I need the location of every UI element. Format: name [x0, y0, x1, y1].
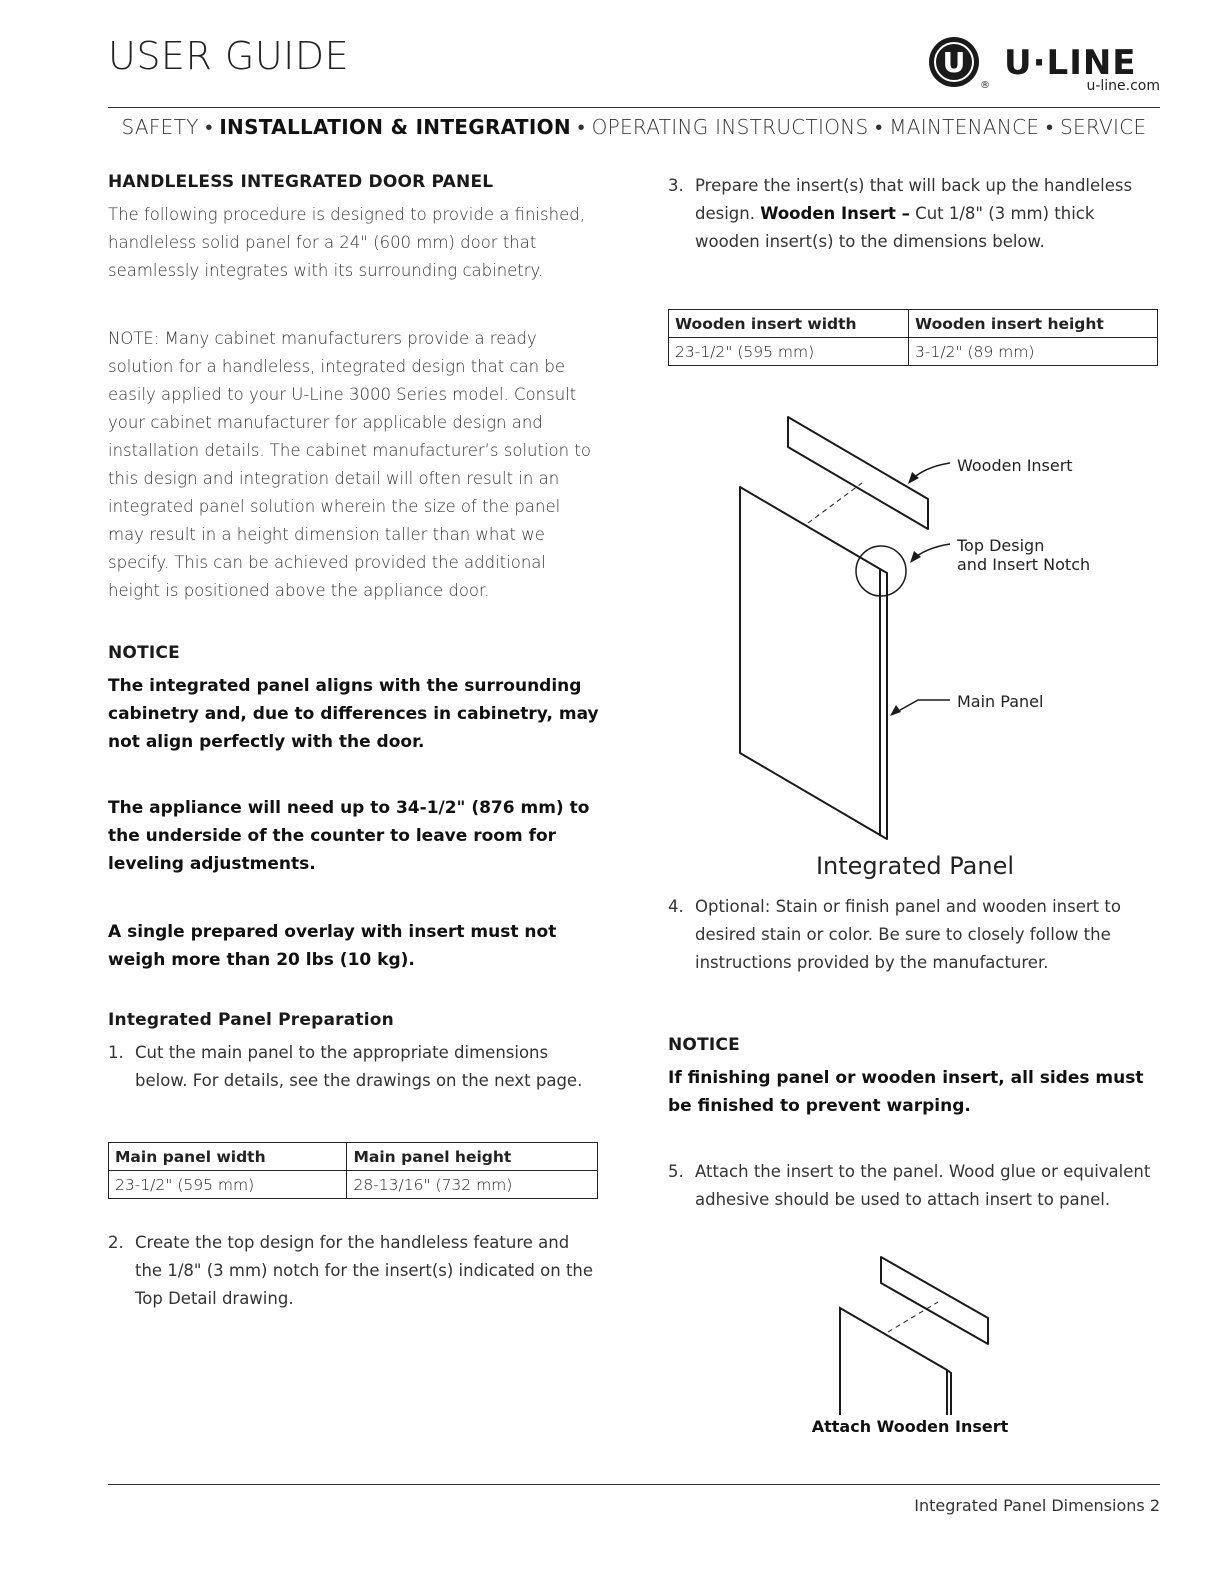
footer-divider [108, 1484, 1160, 1485]
notice-clearance: The appliance will need up to 34-1/2" (876 mm) to the underside of the counter to leave room for leveling adjustments. [108, 798, 590, 874]
step-number: 5. [668, 1162, 684, 1181]
brand-name: U·LINE [1004, 43, 1137, 83]
wooden-insert-table [668, 309, 1158, 366]
nav-item-safety: SAFETY [121, 115, 199, 139]
step-text-part: Cut 1/8" (3 mm) thick wooden insert(s) to the dimensions below. [695, 204, 1095, 251]
logo-letter: U [942, 46, 966, 79]
step-number: 1. [108, 1043, 124, 1062]
prep-heading: Integrated Panel Preparation [108, 1010, 394, 1030]
table-row [109, 1171, 598, 1199]
leader-line [893, 700, 950, 714]
main-panel-edge [880, 569, 887, 839]
note-paragraph: NOTE: Many cabinet manufacturers provide a ready solution for a handleless, integrated design that can be easily applied to your U-Line 3000 Series model. Consult your cabinet manufacturer for applicable design and installation details. The cabinet manufacturer’s solution to this design and integration detail will often result in an integrated panel solution wherein the size of the panel may result in a height dimension taller than what we specify. This can be achieved provided the additional height is positioned above the appliance door. [108, 329, 591, 600]
table-header: Main panel height [347, 1143, 598, 1171]
step-number: 2. [108, 1233, 124, 1252]
step-text: Cut the main panel to the appropriate dimensions below. For details, see the drawings on the next page. [135, 1043, 583, 1090]
step-5 [668, 1158, 1162, 1214]
step-text: Attach the insert to the panel. Wood glue or equivalent adhesive should be used to attach insert to panel. [695, 1162, 1151, 1209]
step-3 [668, 172, 1162, 256]
nav-separator: • [577, 115, 585, 139]
table-cell: 3-1/2" (89 mm) [909, 338, 1158, 366]
main-panel-table [108, 1142, 598, 1199]
table-header-row [669, 310, 1158, 338]
step-text: Optional: Stain or finish panel and wooden insert to desired stain or color. Be sure to closely follow the instructions provided by the manufacturer. [695, 897, 1121, 972]
step-2 [108, 1229, 600, 1313]
table-header: Wooden insert width [669, 310, 909, 338]
notice-weight: A single prepared overlay with insert must not weigh more than 20 lbs (10 kg). [108, 922, 557, 970]
notice-heading: NOTICE [108, 643, 180, 663]
nav-item-service: SERVICE [1060, 115, 1147, 139]
label-wooden-insert: Wooden Insert [957, 456, 1073, 475]
attach-insert-diagram [830, 1250, 1000, 1420]
step-number: 3. [668, 176, 684, 195]
alignment-dashed-line [888, 1302, 938, 1332]
table-header: Wooden insert height [909, 310, 1158, 338]
arrowhead-icon [908, 472, 919, 484]
table-row [669, 338, 1158, 366]
section-heading: HANDLELESS INTEGRATED DOOR PANEL [108, 172, 494, 192]
step-text [695, 172, 1162, 256]
figure-caption: Integrated Panel [815, 852, 1015, 880]
website: u-line.com [1086, 78, 1160, 94]
arrowhead-icon [910, 551, 921, 563]
label-main-panel: Main Panel [957, 692, 1044, 711]
notice-alignment: The integrated panel aligns with the surrounding cabinetry and, due to differences in cabinetry, may not align perfectly with the door. [108, 676, 599, 752]
notice-heading: NOTICE [668, 1035, 740, 1055]
label-insert-notch: and Insert Notch [957, 555, 1091, 574]
nav-item-installation: INSTALLATION & INTEGRATION [219, 115, 571, 139]
nav-item-operating: OPERATING INSTRUCTIONS [591, 115, 869, 139]
table-header-row [109, 1143, 598, 1171]
right-column-lower [668, 893, 1162, 1214]
integrated-panel-diagram [730, 405, 1160, 845]
table-header: Main panel width [109, 1143, 347, 1171]
nav-separator: • [1046, 115, 1054, 139]
intro-paragraph: The following procedure is designed to provide a finished, handleless solid panel for a 24" (600 mm) door that seamlessly integrates with its surrounding cabinetry. [108, 205, 585, 280]
nav-item-maintenance: MAINTENANCE [889, 115, 1040, 139]
wooden-insert-shape [881, 1257, 988, 1344]
figure-caption: Attach Wooden Insert [811, 1417, 1009, 1436]
alignment-dashed-line [808, 483, 862, 523]
step-4 [668, 893, 1162, 977]
label-top-design: Top Design [957, 536, 1045, 555]
page-title: USER GUIDE [108, 34, 350, 78]
header-divider [108, 107, 1160, 108]
notice-finishing: If finishing panel or wooden insert, all sides must be finished to prevent warping. [668, 1068, 1144, 1116]
right-column [668, 172, 1162, 256]
wooden-insert-term: Wooden Insert – [760, 204, 910, 223]
table-cell: 28-13/16" (732 mm) [347, 1171, 598, 1199]
step-number: 4. [668, 897, 684, 916]
arrowhead-icon [890, 705, 901, 716]
left-column [108, 172, 600, 1313]
step-text-part: Prepare the insert(s) that will back up the handleless design. [695, 176, 1133, 223]
wooden-insert-shape [788, 417, 928, 529]
nav-separator: • [205, 115, 213, 139]
step-1 [108, 1039, 600, 1095]
table-cell: 23-1/2" (595 mm) [109, 1171, 347, 1199]
registered-mark: ® [980, 80, 990, 91]
step-text: Create the top design for the handleless feature and the 1/8" (3 mm) notch for the insert(s) indicated on the Top Detail drawing. [135, 1233, 594, 1308]
footer-text: Integrated Panel Dimensions 2 [914, 1496, 1160, 1515]
table-cell: 23-1/2" (595 mm) [669, 338, 909, 366]
nav-separator: • [875, 115, 883, 139]
main-panel-shape [840, 1308, 947, 1415]
section-nav [108, 115, 1160, 140]
main-panel-shape [740, 487, 880, 835]
